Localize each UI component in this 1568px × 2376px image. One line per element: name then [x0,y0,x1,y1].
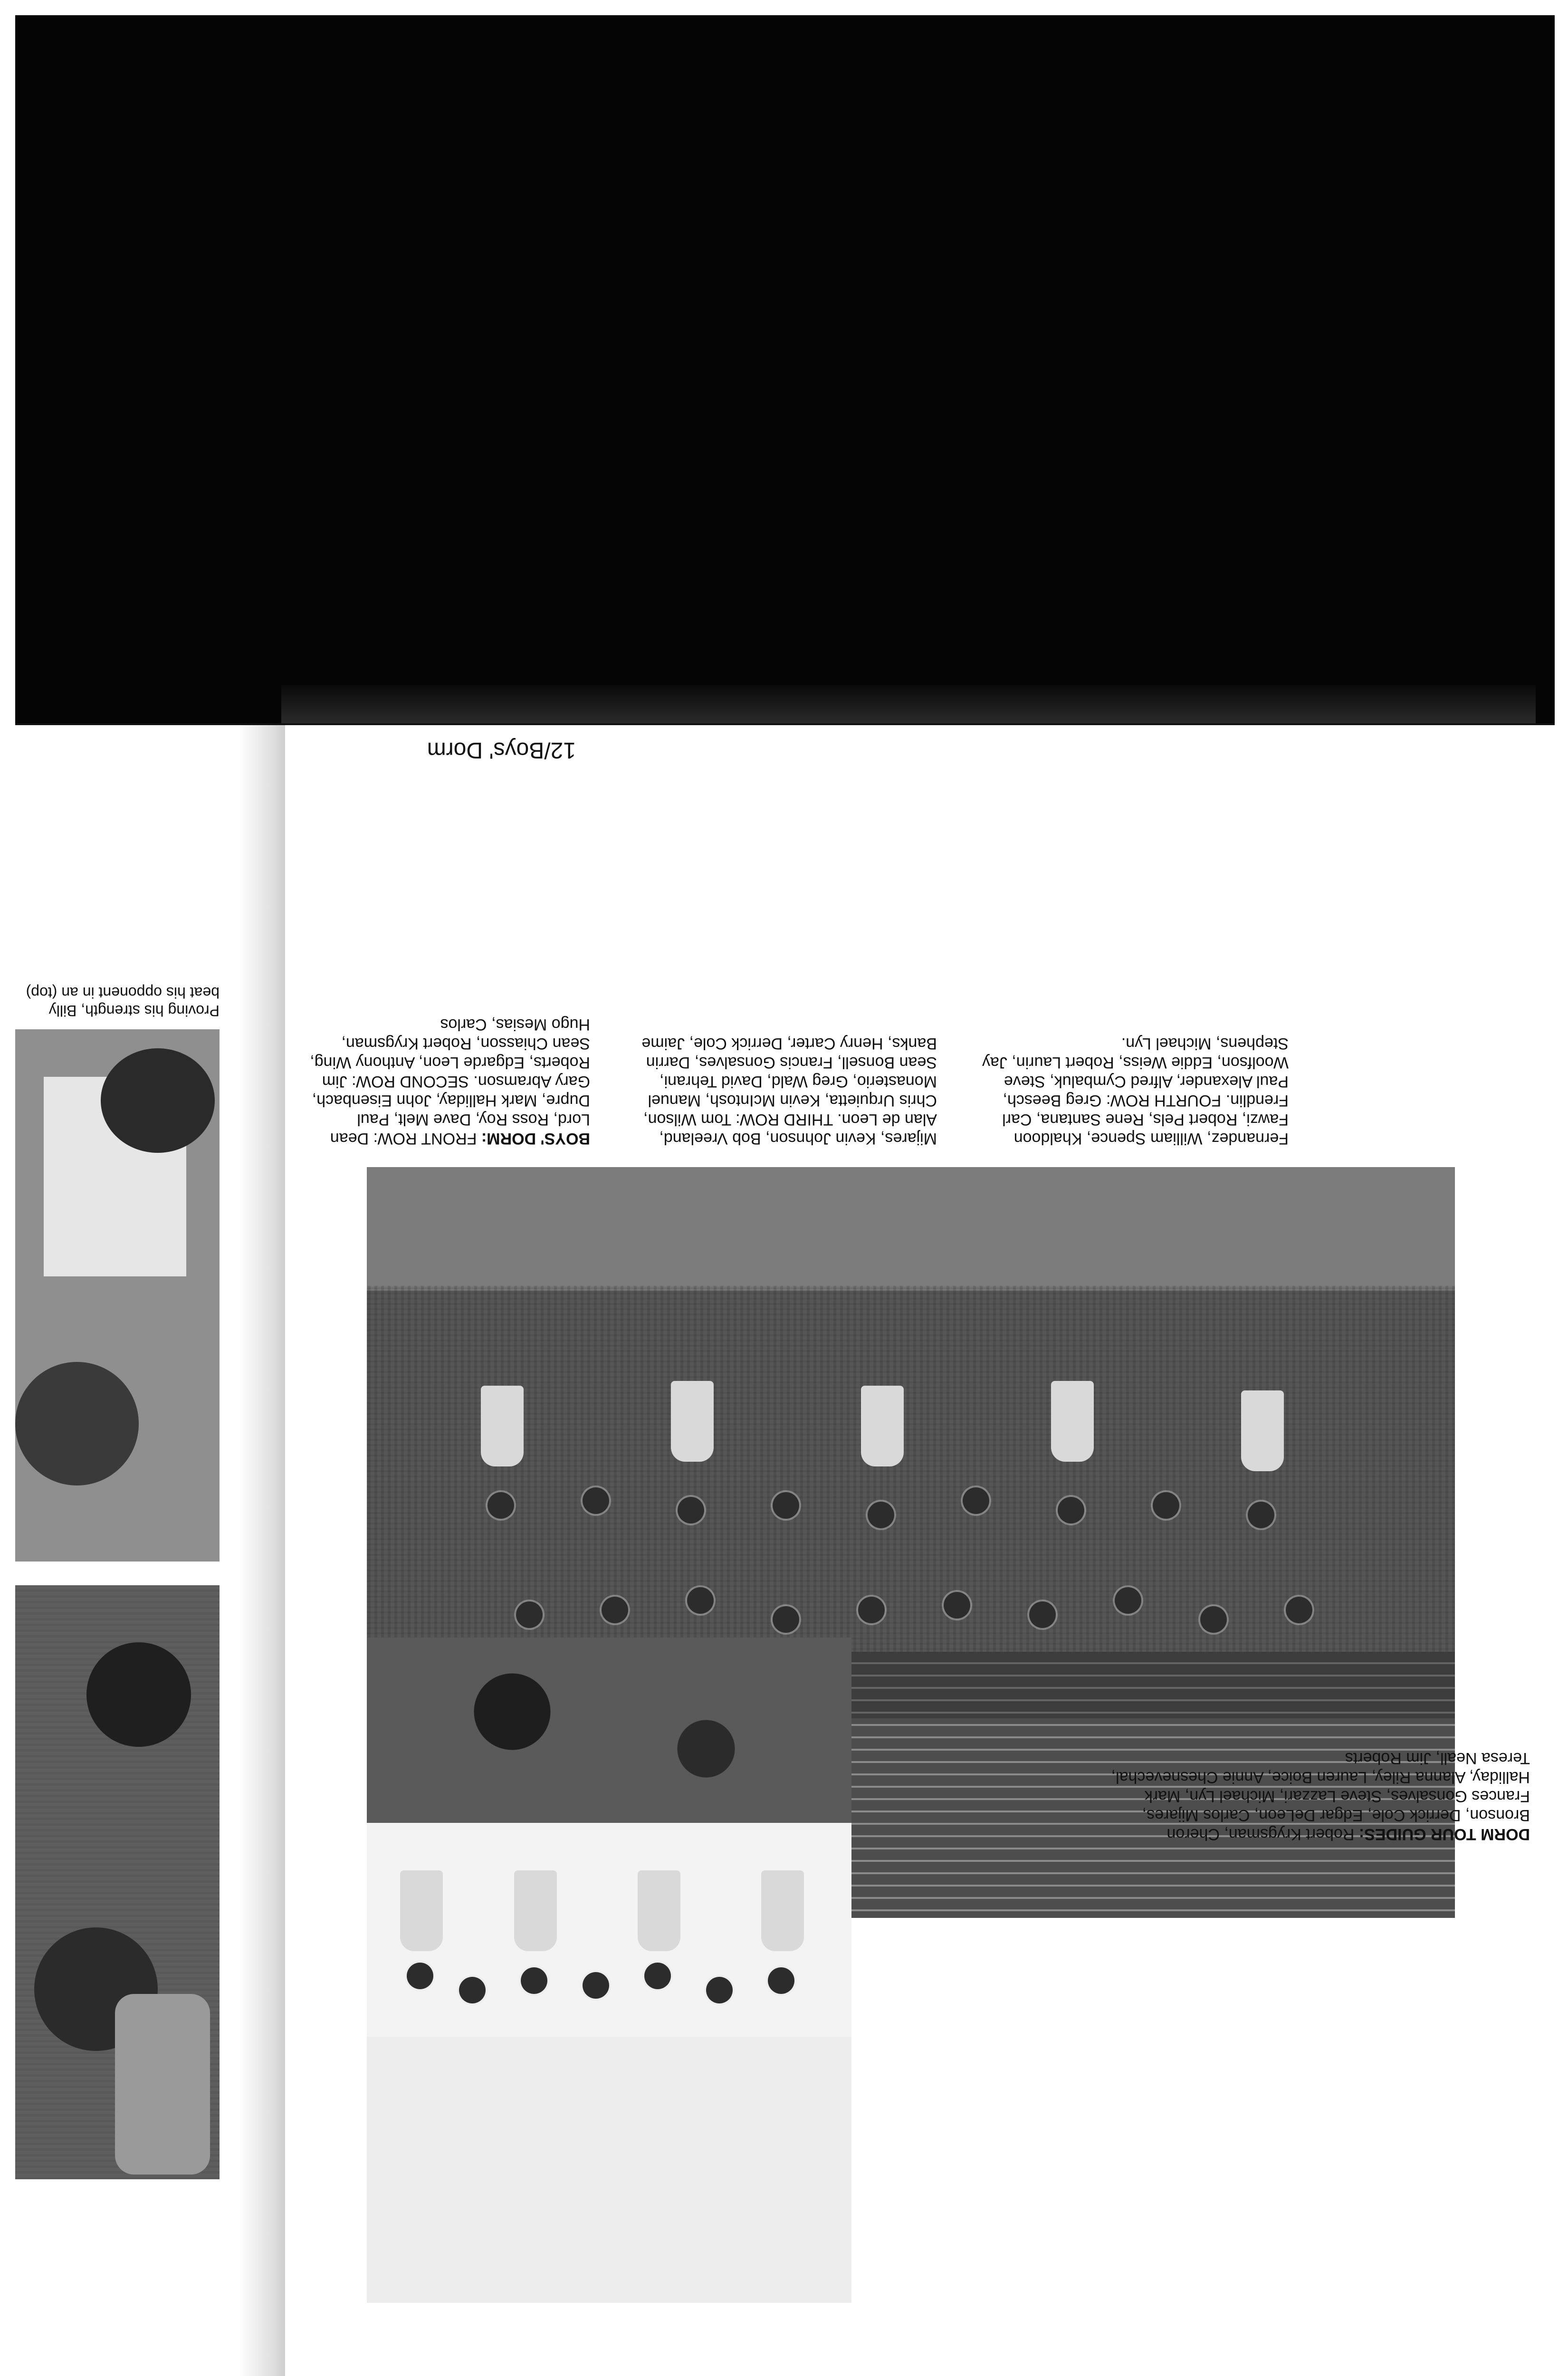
photo-person-body [861,1386,904,1466]
photo-figure [15,1362,139,1485]
photo-person-head [583,1487,609,1514]
page-folio: 12/Boys' Dorm [427,738,576,763]
photo-person-head [407,1963,433,1989]
photo-person-head [768,1967,794,1994]
photo-ground [367,1167,1455,1286]
photo-person-body [1051,1381,1094,1462]
photo-figure [101,1048,215,1153]
photo-figure [115,1994,210,2175]
boys-dorm-caption-lead: BOYS' DORM: [481,1130,590,1148]
boys-dorm-caption-text-2: Mijares, Kevin Johnson, Bob Vreeland, Alan de Leon. THIRD ROW: Tom Wilson, Chris Urquietta, Kevin McIntosh, Manuel Monasterio, Greg Wald, David Tehrani, Sean Bonsell, Francis Gonsalves, Darrin Banks, Henry Carter, Derrick Cole, Jaime [641,1035,937,1148]
photo-person-head [583,1972,609,1999]
photo-person-head [687,1587,714,1614]
photo-trees [367,1638,851,1823]
boys-dorm-caption-col3 [975,1034,1289,1148]
tour-guides-photo [367,1638,851,2303]
photo-person-head [706,1977,733,2003]
tour-guides-caption-lead: DORM TOUR GUIDES: [1358,1825,1530,1843]
boys-dorm-caption-text-1: FRONT ROW: Dean Lord, Ross Roy, Dave Melt, Paul Dupre, Mark Halliday, John Eisenbach, Gary Abramson. SECOND ROW: Jim Roberts, Edgarde Leon, Anthony Wing, Sean Chiasson, Robert Krygsman, Hugo Mesias, Carlos [310,1016,590,1148]
photo-person-head [858,1597,885,1623]
photo-person-body [514,1870,557,1951]
boys-dorm-caption-text-3: Fernandez, William Spence, Khaldoon Fawzi, Robert Pels, Rene Santana, Carl Frendlin. FOURTH ROW: Greg Beesch, Paul Alexander, Alfred Cymbaluk, Steve Woolfson, Eddie Weiss, Robert Laurin, Jay Stephens, Michael Lyn. [982,1035,1289,1148]
photo-person-head [1286,1597,1312,1623]
photo-person-head [602,1597,628,1623]
scanner-background [15,15,1555,723]
photo-person-head [516,1601,543,1628]
photo-person-body [761,1870,804,1951]
photo-porch [367,2037,851,2303]
facing-photo-top [15,1029,220,1562]
photo-person-head [773,1606,799,1633]
facing-page [15,725,281,2376]
photo-person-head [1058,1497,1084,1523]
facing-photo-bottom [15,1585,220,2179]
photo-person-head [678,1497,704,1523]
photo-person-body [400,1870,443,1951]
photo-person-body [638,1870,680,1951]
boys-dorm-caption-col1 [305,1015,590,1148]
photo-person-head [1115,1587,1141,1614]
photo-person-head [521,1967,547,1994]
photo-person-body [481,1386,524,1466]
photo-person-head [1153,1492,1179,1519]
photo-person-head [1200,1606,1227,1633]
photo-person-head [644,1963,671,1989]
photo-person-head [868,1502,894,1528]
yearbook-page [285,725,1555,2376]
photo-person-head [963,1487,989,1514]
tour-guides-caption-paragraph [1102,1749,1530,1844]
boys-dorm-caption-col2 [623,1034,937,1148]
photo-person-head [773,1492,799,1519]
photo-person-head [488,1492,514,1519]
photo-figure [86,1642,191,1747]
facing-caption-text: Proving his strength, Billy beat his opponent in an (top) [26,984,220,1019]
photo-person-head [459,1977,486,2003]
tour-guides-caption-area [1102,1730,1530,1844]
photo-person-head [1248,1502,1274,1528]
facing-caption [15,963,220,1020]
photo-person-body [1241,1390,1284,1471]
photo-person-body [671,1381,714,1462]
photo-person-head [1029,1601,1056,1628]
photo-person-head [944,1592,970,1619]
tour-guides-caption-body: Robert Krygsman, Cheron Bronson, Derrick Cole, Edgar DeLeon, Carlos Mijares, Frances Gonsalves, Steve Lazzari, Michael Lyn, Mark Halliday, Alanna Riley, Lauren Boice, Annie Chesnevechal, Teresa Neall, Jim Roberts [1111,1749,1530,1843]
